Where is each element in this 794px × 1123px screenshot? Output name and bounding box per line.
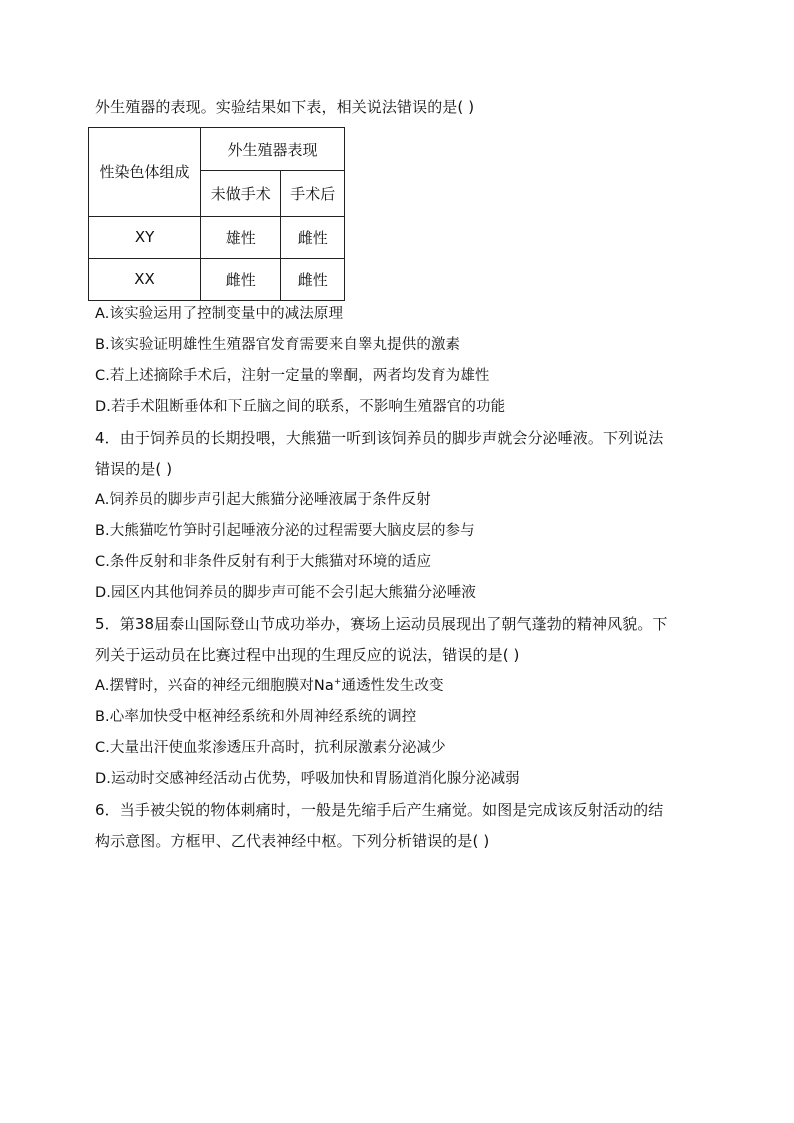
q5-option-a (95, 676, 705, 696)
table-cell: 雄性 (201, 216, 281, 258)
q5-stem-line1: 5．第38届泰山国际登山节成功举办，赛场上运动员展现出了朝气蓬勃的精神风貌。下 (95, 615, 668, 633)
col-header-no-surgery: 未做手术 (201, 171, 281, 216)
row-label-cell: XX (89, 258, 201, 300)
q5-option-b: B.心率加快受中枢神经系统和外周神经系统的调控 (95, 709, 417, 725)
q6-stem-line2: 构示意图。方框甲、乙代表神经中枢。下列分析错误的是( ) (95, 832, 490, 850)
q5-option-a-superscript: + (333, 677, 342, 688)
table-row (89, 216, 345, 258)
q5-option-c: C.大量出汗使血浆渗透压升高时，抗利尿激素分泌减少 (95, 740, 446, 756)
q5-stem-line2: 列关于运动员在比赛过程中出现的生理反应的说法，错误的是( ) (95, 646, 520, 664)
table-row (89, 258, 345, 300)
table-cell: 雌性 (281, 258, 345, 300)
q5-option-a-prefix: A.摆臂时，兴奋的神经元细胞膜对Na (95, 678, 334, 694)
q3-option-b: B.该实验证明雄性生殖器官发育需要来自睾丸提供的激素 (95, 337, 461, 353)
group-header-cell: 外生殖器表现 (201, 128, 345, 171)
q4-option-d: D.园区内其他饲养员的脚步声可能不会引起大熊猫分泌唾液 (95, 585, 476, 601)
q4-option-b: B.大熊猫吃竹笋时引起唾液分泌的过程需要大脑皮层的参与 (95, 523, 475, 539)
q4-stem-line2: 错误的是( ) (95, 460, 173, 478)
table-cell: 雌性 (281, 216, 345, 258)
q5-option-d: D.运动时交感神经活动占优势，呼吸加快和胃肠道消化腺分泌减弱 (95, 771, 520, 787)
results-table (88, 127, 345, 301)
q5-option-a-suffix: 通透性发生改变 (341, 678, 444, 694)
q4-stem-line1: 4．由于饲养员的长期投喂，大熊猫一听到该饲养员的脚步声就会分泌唾液。下列说法 (95, 429, 664, 447)
q4-option-c: C.条件反射和非条件反射有利于大熊猫对环境的适应 (95, 554, 432, 570)
col-header-after-surgery: 手术后 (281, 171, 345, 216)
q3-option-a: A.该实验运用了控制变量中的减法原理 (95, 306, 344, 322)
q4-option-a: A.饲养员的脚步声引起大熊猫分泌唾液属于条件反射 (95, 492, 431, 508)
q6-stem-line1: 6．当手被尖锐的物体刺痛时，一般是先缩手后产生痛觉。如图是完成该反射活动的结 (95, 801, 664, 819)
row-label-cell: XY (89, 216, 201, 258)
row-header-cell: 性染色体组成 (89, 128, 201, 217)
intro-line: 外生殖器的表现。实验结果如下表，相关说法错误的是( ) (95, 98, 475, 116)
q3-option-c: C.若上述摘除手术后，注射一定量的睾酮，两者均发育为雄性 (95, 368, 490, 384)
q3-option-d: D.若手术阻断垂体和下丘脑之间的联系，不影响生殖器官的功能 (95, 399, 506, 415)
table-cell: 雌性 (201, 258, 281, 300)
